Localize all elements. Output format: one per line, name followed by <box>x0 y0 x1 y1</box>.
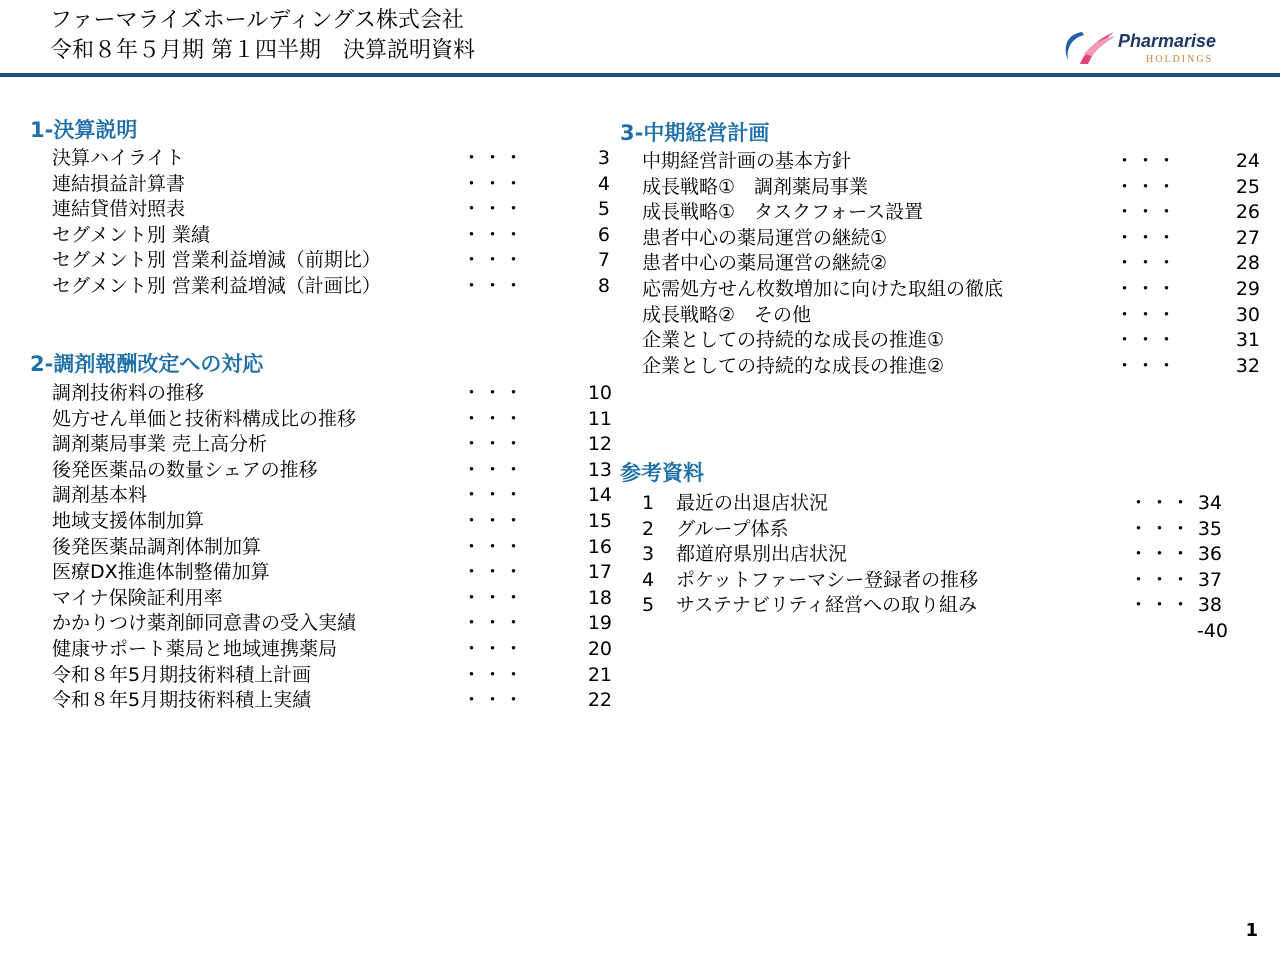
toc-item-label: セグメント別 営業利益増減（前期比） <box>52 249 381 272</box>
toc-item[interactable] <box>52 535 612 561</box>
toc-item-label: 企業としての持続的な成長の推進① <box>642 329 945 352</box>
toc-item[interactable] <box>642 251 1260 277</box>
toc-leader-dots: ・・・ <box>462 172 526 195</box>
toc-leader-dots: ・・・ <box>1129 492 1193 514</box>
toc-page-number: 30 <box>1235 303 1260 326</box>
toc-item-label: ポケットファーマシー登録者の推移 <box>676 568 979 591</box>
toc-leader-dots: ・・・ <box>462 223 526 246</box>
company-logo <box>1060 24 1230 68</box>
toc-item[interactable] <box>642 226 1260 252</box>
toc-page-number: 5 <box>597 198 610 221</box>
toc-item[interactable] <box>642 517 1232 543</box>
toc-page-number: 35 <box>1197 517 1222 540</box>
toc-item[interactable] <box>642 175 1260 201</box>
toc-item-label: 応需処方せん枚数増加に向けた取組の徹底 <box>642 277 1004 300</box>
toc-item-label: 患者中心の薬局運営の継続② <box>642 252 888 275</box>
toc-item[interactable] <box>642 200 1260 226</box>
toc-page-number: 14 <box>587 484 612 507</box>
toc-item[interactable] <box>52 381 612 407</box>
toc-item-label: マイナ保険証利用率 <box>52 586 223 609</box>
toc-page-number: 28 <box>1235 252 1260 275</box>
toc-leader-dots: ・・・ <box>462 637 526 660</box>
toc-leader-dots: ・・・ <box>462 249 526 272</box>
toc-leader-dots: ・・・ <box>462 198 526 221</box>
toc-page-number: 20 <box>587 637 612 660</box>
toc-leader-dots: ・・・ <box>1115 329 1179 352</box>
header-divider <box>0 73 1280 77</box>
toc-page-number: 16 <box>587 535 612 558</box>
toc-item-label: 令和８年5月期技術料積上計画 <box>52 663 312 686</box>
toc-page-number: 18 <box>587 586 612 609</box>
toc-item-label: 企業としての持続的な成長の推進② <box>642 354 945 377</box>
toc-item[interactable] <box>52 407 612 433</box>
toc-item[interactable] <box>52 274 610 300</box>
toc-item-label: 最近の出退店状況 <box>676 492 829 514</box>
logo-subtitle: HOLDINGS <box>1146 54 1214 65</box>
toc-leader-dots: ・・・ <box>1115 226 1179 249</box>
toc-leader-dots: ・・・ <box>1115 277 1179 300</box>
slide-header <box>0 0 1280 78</box>
toc-page-number: 17 <box>587 561 612 584</box>
toc-item-label: 令和８年5月期技術料積上実績 <box>52 689 312 712</box>
toc-item[interactable] <box>52 637 612 663</box>
toc-item[interactable] <box>642 354 1260 380</box>
toc-item-label: 中期経営計画の基本方針 <box>642 150 852 172</box>
toc-page-number: 25 <box>1235 175 1260 198</box>
toc-page-number: 29 <box>1235 277 1260 300</box>
toc-page-number: 26 <box>1235 201 1260 224</box>
toc-item[interactable] <box>642 491 1232 517</box>
toc-page-number: 7 <box>597 249 610 272</box>
toc-item[interactable] <box>52 197 610 223</box>
toc-leader-dots: ・・・ <box>462 689 526 712</box>
toc-page-number: 13 <box>587 458 612 481</box>
toc-item[interactable] <box>52 509 612 535</box>
toc-page-number: 4 <box>597 172 610 195</box>
toc-item[interactable] <box>52 663 612 689</box>
toc-page-number: 6 <box>597 223 610 246</box>
section-title-settlement: 1-決算説明 <box>30 118 138 142</box>
toc-leader-dots: ・・・ <box>462 561 526 584</box>
toc-item[interactable] <box>642 328 1260 354</box>
toc-item-label: セグメント別 営業利益増減（計画比） <box>52 274 381 297</box>
section-title-reference: 参考資料 <box>620 461 704 485</box>
toc-leader-dots: ・・・ <box>1115 201 1179 224</box>
toc-page-number: 22 <box>587 689 612 712</box>
toc-item-label: セグメント別 業績 <box>52 223 210 246</box>
toc-item-label: 連結貸借対照表 <box>52 198 186 221</box>
toc-item-label: 患者中心の薬局運営の継続① <box>642 226 888 249</box>
toc-item-label: 調剤基本料 <box>52 484 148 507</box>
toc-item[interactable] <box>52 586 612 612</box>
toc-item-number: 2 <box>642 517 655 540</box>
toc-item[interactable] <box>642 149 1260 175</box>
toc-page-number: 3 <box>597 147 610 169</box>
toc-item[interactable] <box>52 458 612 484</box>
toc-item[interactable] <box>52 560 612 586</box>
toc-page-number: 38 <box>1197 594 1222 617</box>
toc-item[interactable] <box>642 593 1232 619</box>
toc-page-number: 8 <box>597 274 610 297</box>
toc-list-settlement <box>52 146 610 300</box>
toc-item-label: サステナビリティ経営への取り組み <box>676 594 977 617</box>
toc-item-label: 処方せん単価と技術料構成比の推移 <box>52 407 357 430</box>
toc-item[interactable] <box>52 611 612 637</box>
toc-item-label: 健康サポート薬局と地域連携薬局 <box>52 637 338 660</box>
toc-page-number: 32 <box>1235 354 1260 377</box>
toc-item-number: 1 <box>642 492 655 514</box>
toc-leader-dots: ・・・ <box>1129 517 1193 540</box>
toc-item[interactable] <box>52 432 612 458</box>
pharmarise-swoosh-logo-icon <box>1060 24 1120 68</box>
toc-leader-dots: ・・・ <box>462 147 526 169</box>
toc-item-label: グループ体系 <box>676 517 789 540</box>
logo-name: Pharmarise <box>1118 31 1217 51</box>
toc-leader-dots: ・・・ <box>462 586 526 609</box>
toc-list-reimbursement-revision <box>52 381 612 714</box>
toc-item[interactable] <box>642 542 1232 568</box>
toc-leader-dots: ・・・ <box>1129 594 1193 617</box>
toc-list-midterm-plan <box>642 149 1260 379</box>
toc-item-label: 医療DX推進体制整備加算 <box>52 561 270 584</box>
toc-page-number: 12 <box>587 433 612 456</box>
slide-page-number: 1 <box>1245 920 1258 941</box>
toc-page-continuation: -40 <box>1196 620 1228 642</box>
toc-item-label: かかりつけ薬剤師同意書の受入実績 <box>52 612 357 635</box>
toc-item-label: 調剤薬局事業 売上高分析 <box>52 433 268 456</box>
toc-item-label: 連結損益計算書 <box>52 172 186 195</box>
toc-leader-dots: ・・・ <box>462 274 526 297</box>
toc-leader-dots: ・・・ <box>1115 150 1179 172</box>
toc-leader-dots: ・・・ <box>462 509 526 532</box>
toc-leader-dots: ・・・ <box>1115 175 1179 198</box>
toc-item-number: 3 <box>642 543 655 566</box>
toc-leader-dots: ・・・ <box>1115 354 1179 377</box>
toc-item[interactable] <box>642 568 1232 594</box>
toc-leader-dots: ・・・ <box>462 612 526 635</box>
toc-item[interactable] <box>52 146 610 172</box>
toc-item[interactable] <box>642 303 1260 329</box>
toc-page-number: 27 <box>1235 226 1260 249</box>
company-name: ファーマライズホールディングス株式会社 <box>50 8 464 33</box>
toc-leader-dots: ・・・ <box>1129 543 1193 566</box>
toc-item-label: 後発医薬品の数量シェアの推移 <box>52 458 318 481</box>
toc-page-number: 24 <box>1235 150 1260 172</box>
toc-page-number: 21 <box>587 663 612 686</box>
toc-item[interactable] <box>52 688 612 714</box>
toc-item-label: 後発医薬品調剤体制加算 <box>52 535 262 558</box>
toc-page-number: 36 <box>1197 543 1222 566</box>
document-title: 令和８年５月期 第１四半期 決算説明資料 <box>50 38 475 63</box>
toc-item[interactable] <box>52 223 610 249</box>
toc-list-reference <box>642 491 1232 619</box>
toc-page-number: 11 <box>587 407 612 430</box>
toc-item-label: 地域支援体制加算 <box>52 509 205 532</box>
section-title-midterm-plan: 3-中期経営計画 <box>620 121 770 145</box>
toc-page-number: 37 <box>1197 568 1222 591</box>
toc-item-label: 決算ハイライト <box>52 147 185 169</box>
toc-page-number: 10 <box>587 382 612 404</box>
toc-item-label: 成長戦略② その他 <box>642 303 812 326</box>
toc-page-number: 34 <box>1197 492 1222 514</box>
toc-item-label: 都道府県別出店状況 <box>676 543 848 566</box>
toc-page-number: 15 <box>587 509 612 532</box>
toc-leader-dots: ・・・ <box>1115 252 1179 275</box>
toc-page-number: 31 <box>1235 329 1260 352</box>
toc-leader-dots: ・・・ <box>462 663 526 686</box>
toc-item-label: 調剤技術料の推移 <box>52 382 205 404</box>
toc-item-number: 4 <box>642 568 655 591</box>
toc-item-label: 成長戦略① タスクフォース設置 <box>642 201 924 224</box>
toc-item[interactable] <box>52 248 610 274</box>
toc-leader-dots: ・・・ <box>462 433 526 456</box>
toc-item[interactable] <box>52 483 612 509</box>
toc-leader-dots: ・・・ <box>462 382 526 404</box>
toc-page-number: 19 <box>587 612 612 635</box>
toc-item-number: 5 <box>642 594 655 617</box>
toc-leader-dots: ・・・ <box>462 535 526 558</box>
toc-leader-dots: ・・・ <box>462 484 526 507</box>
toc-leader-dots: ・・・ <box>462 458 526 481</box>
toc-item[interactable] <box>52 172 610 198</box>
toc-leader-dots: ・・・ <box>462 407 526 430</box>
toc-leader-dots: ・・・ <box>1115 303 1179 326</box>
toc-leader-dots: ・・・ <box>1129 568 1193 591</box>
toc-item[interactable] <box>642 277 1260 303</box>
section-title-reimbursement-revision: 2-調剤報酬改定への対応 <box>30 352 264 376</box>
toc-item-label: 成長戦略① 調剤薬局事業 <box>642 175 869 198</box>
